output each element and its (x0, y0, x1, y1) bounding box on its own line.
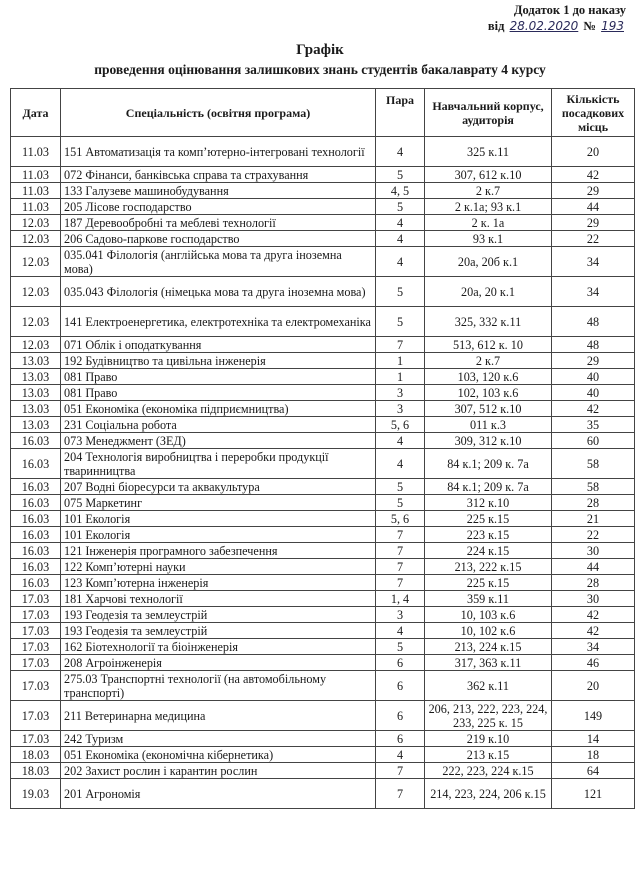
cell-room: 93 к.1 (425, 231, 552, 247)
table-row (11, 575, 635, 591)
cell-pair: 7 (376, 559, 425, 575)
cell-specialty: 121 Інженерія програмного забезпечення (61, 543, 376, 559)
cell-date: 19.03 (11, 779, 61, 809)
cell-pair: 5 (376, 277, 425, 307)
cell-pair: 5 (376, 479, 425, 495)
cell-specialty: 141 Електроенергетика, електротехніка та електромеханіка (61, 307, 376, 337)
number-label: № (583, 19, 596, 33)
cell-room: 20а, 20 к.1 (425, 277, 552, 307)
cell-date: 17.03 (11, 591, 61, 607)
cell-pair: 1, 4 (376, 591, 425, 607)
table-row (11, 639, 635, 655)
cell-room: 317, 363 к.11 (425, 655, 552, 671)
cell-specialty: 073 Менеджмент (ЗЕД) (61, 433, 376, 449)
table-row (11, 353, 635, 369)
header-room: Навчальний корпус, аудиторія (425, 89, 552, 137)
cell-specialty: 035.043 Філологія (німецька мова та друга іноземна мова) (61, 277, 376, 307)
cell-specialty: 207 Водні біоресурси та аквакультура (61, 479, 376, 495)
cell-room: 213, 224 к.15 (425, 639, 552, 655)
cell-seats: 18 (552, 747, 635, 763)
cell-seats: 40 (552, 385, 635, 401)
cell-seats: 42 (552, 167, 635, 183)
cell-seats: 29 (552, 183, 635, 199)
cell-room: 309, 312 к.10 (425, 433, 552, 449)
cell-room: 223 к.15 (425, 527, 552, 543)
table-row (11, 671, 635, 701)
cell-date: 17.03 (11, 731, 61, 747)
table-row (11, 779, 635, 809)
cell-pair: 7 (376, 779, 425, 809)
cell-date: 12.03 (11, 215, 61, 231)
cell-specialty: 192 Будівництво та цивільна інженерія (61, 353, 376, 369)
cell-pair: 5 (376, 167, 425, 183)
table-row (11, 527, 635, 543)
cell-date: 18.03 (11, 747, 61, 763)
cell-pair: 3 (376, 401, 425, 417)
table-row (11, 479, 635, 495)
cell-date: 11.03 (11, 167, 61, 183)
cell-date: 17.03 (11, 623, 61, 639)
order-number: 193 (601, 19, 624, 33)
order-date: 28.02.2020 (509, 19, 579, 33)
cell-seats: 34 (552, 277, 635, 307)
cell-room: 325, 332 к.11 (425, 307, 552, 337)
header-pair: Пара (376, 89, 425, 137)
cell-specialty: 133 Галузеве машинобудування (61, 183, 376, 199)
cell-seats: 30 (552, 591, 635, 607)
cell-seats: 20 (552, 137, 635, 167)
cell-room: 84 к.1; 209 к. 7а (425, 479, 552, 495)
cell-specialty: 242 Туризм (61, 731, 376, 747)
cell-specialty: 081 Право (61, 385, 376, 401)
cell-room: 307, 512 к.10 (425, 401, 552, 417)
cell-pair: 1 (376, 369, 425, 385)
table-row (11, 763, 635, 779)
cell-pair: 7 (376, 543, 425, 559)
cell-room: 20а, 20б к.1 (425, 247, 552, 277)
cell-seats: 44 (552, 199, 635, 215)
table-row (11, 607, 635, 623)
cell-date: 16.03 (11, 495, 61, 511)
cell-seats: 48 (552, 307, 635, 337)
cell-seats: 20 (552, 671, 635, 701)
cell-specialty: 101 Екологія (61, 511, 376, 527)
cell-room: 222, 223, 224 к.15 (425, 763, 552, 779)
table-row (11, 559, 635, 575)
schedule-table (10, 88, 635, 809)
table-row (11, 277, 635, 307)
cell-seats: 40 (552, 369, 635, 385)
order-reference (386, 18, 626, 34)
cell-pair: 7 (376, 575, 425, 591)
cell-seats: 121 (552, 779, 635, 809)
table-row (11, 231, 635, 247)
cell-pair: 6 (376, 731, 425, 747)
cell-specialty: 204 Технологія виробництва і переробки продукції тваринництва (61, 449, 376, 479)
cell-date: 16.03 (11, 575, 61, 591)
cell-room: 206, 213, 222, 223, 224, 233, 225 к. 15 (425, 701, 552, 731)
cell-room: 84 к.1; 209 к. 7а (425, 449, 552, 479)
cell-pair: 4 (376, 137, 425, 167)
cell-specialty: 202 Захист рослин і карантин рослин (61, 763, 376, 779)
cell-seats: 46 (552, 655, 635, 671)
cell-room: 224 к.15 (425, 543, 552, 559)
cell-seats: 44 (552, 559, 635, 575)
cell-date: 17.03 (11, 671, 61, 701)
cell-date: 11.03 (11, 183, 61, 199)
cell-room: 103, 120 к.6 (425, 369, 552, 385)
table-row (11, 747, 635, 763)
cell-seats: 60 (552, 433, 635, 449)
cell-seats: 14 (552, 731, 635, 747)
header-seats: Кількість посадкових місць (552, 89, 635, 137)
cell-date: 12.03 (11, 277, 61, 307)
cell-date: 17.03 (11, 639, 61, 655)
cell-specialty: 075 Маркетинг (61, 495, 376, 511)
cell-seats: 29 (552, 215, 635, 231)
header-specialty: Спеціальність (освітня програма) (61, 89, 376, 137)
cell-room: 2 к.7 (425, 353, 552, 369)
cell-seats: 149 (552, 701, 635, 731)
table-row (11, 511, 635, 527)
table-row (11, 167, 635, 183)
cell-date: 12.03 (11, 307, 61, 337)
cell-seats: 58 (552, 479, 635, 495)
document-subtitle: проведення оцінювання залишкових знань студентів бакалаврату 4 курсу (94, 62, 546, 77)
cell-specialty: 151 Автоматизація та комп’ютерно-інтегровані технології (61, 137, 376, 167)
cell-pair: 5 (376, 307, 425, 337)
table-row (11, 307, 635, 337)
cell-specialty: 187 Деревообробні та меблеві технології (61, 215, 376, 231)
cell-pair: 7 (376, 763, 425, 779)
cell-pair: 3 (376, 385, 425, 401)
cell-seats: 34 (552, 247, 635, 277)
cell-specialty: 208 Агроінженерія (61, 655, 376, 671)
table-row (11, 183, 635, 199)
cell-pair: 6 (376, 701, 425, 731)
cell-room: 102, 103 к.6 (425, 385, 552, 401)
cell-seats: 42 (552, 401, 635, 417)
cell-pair: 5 (376, 495, 425, 511)
cell-date: 16.03 (11, 527, 61, 543)
cell-pair: 4 (376, 215, 425, 231)
cell-date: 16.03 (11, 479, 61, 495)
document-title: Графік (296, 42, 344, 58)
cell-seats: 28 (552, 495, 635, 511)
from-label: від (487, 19, 505, 33)
cell-date: 17.03 (11, 655, 61, 671)
table-body (11, 137, 635, 809)
cell-date: 12.03 (11, 231, 61, 247)
cell-seats: 29 (552, 353, 635, 369)
cell-specialty: 123 Комп’ютерна інженерія (61, 575, 376, 591)
cell-seats: 58 (552, 449, 635, 479)
table-row (11, 417, 635, 433)
cell-room: 312 к.10 (425, 495, 552, 511)
cell-pair: 4 (376, 247, 425, 277)
cell-room: 225 к.15 (425, 511, 552, 527)
cell-date: 16.03 (11, 559, 61, 575)
cell-pair: 4 (376, 747, 425, 763)
cell-date: 16.03 (11, 433, 61, 449)
cell-date: 13.03 (11, 401, 61, 417)
cell-pair: 5, 6 (376, 511, 425, 527)
cell-pair: 4, 5 (376, 183, 425, 199)
cell-pair: 4 (376, 231, 425, 247)
cell-specialty: 071 Облік і оподаткування (61, 337, 376, 353)
cell-pair: 4 (376, 433, 425, 449)
cell-specialty: 051 Економіка (економічна кібернетика) (61, 747, 376, 763)
table-row (11, 215, 635, 231)
cell-seats: 22 (552, 527, 635, 543)
cell-date: 11.03 (11, 137, 61, 167)
cell-pair: 6 (376, 655, 425, 671)
table-row (11, 623, 635, 639)
cell-specialty: 211 Ветеринарна медицина (61, 701, 376, 731)
cell-specialty: 122 Комп’ютерні науки (61, 559, 376, 575)
cell-room: 2 к.7 (425, 183, 552, 199)
cell-room: 213, 222 к.15 (425, 559, 552, 575)
cell-date: 13.03 (11, 369, 61, 385)
cell-room: 219 к.10 (425, 731, 552, 747)
cell-seats: 34 (552, 639, 635, 655)
cell-seats: 42 (552, 607, 635, 623)
cell-pair: 4 (376, 449, 425, 479)
cell-specialty: 035.041 Філологія (англійська мова та друга іноземна мова) (61, 247, 376, 277)
table-row (11, 591, 635, 607)
table-row (11, 137, 635, 167)
cell-specialty: 193 Геодезія та землеустрій (61, 623, 376, 639)
cell-room: 325 к.11 (425, 137, 552, 167)
table-header-row (11, 89, 635, 137)
cell-pair: 4 (376, 623, 425, 639)
cell-date: 11.03 (11, 199, 61, 215)
annex-line: Додаток 1 до наказу (513, 3, 626, 17)
table-row (11, 655, 635, 671)
table-row (11, 401, 635, 417)
cell-date: 17.03 (11, 701, 61, 731)
cell-seats: 28 (552, 575, 635, 591)
cell-specialty: 101 Екологія (61, 527, 376, 543)
cell-specialty: 201 Агрономія (61, 779, 376, 809)
cell-pair: 5, 6 (376, 417, 425, 433)
cell-seats: 48 (552, 337, 635, 353)
cell-pair: 7 (376, 337, 425, 353)
table-row (11, 543, 635, 559)
cell-room: 2 к. 1а (425, 215, 552, 231)
table-row (11, 199, 635, 215)
cell-date: 17.03 (11, 607, 61, 623)
cell-pair: 5 (376, 199, 425, 215)
cell-room: 213 к.15 (425, 747, 552, 763)
cell-room: 307, 612 к.10 (425, 167, 552, 183)
cell-specialty: 072 Фінанси, банківська справа та страхування (61, 167, 376, 183)
cell-seats: 64 (552, 763, 635, 779)
table-row (11, 385, 635, 401)
cell-pair: 7 (376, 527, 425, 543)
cell-specialty: 231 Соціальна робота (61, 417, 376, 433)
cell-room: 362 к.11 (425, 671, 552, 701)
cell-room: 214, 223, 224, 206 к.15 (425, 779, 552, 809)
cell-room: 513, 612 к. 10 (425, 337, 552, 353)
cell-seats: 35 (552, 417, 635, 433)
annex-header (386, 2, 626, 34)
cell-date: 16.03 (11, 543, 61, 559)
table-row (11, 369, 635, 385)
cell-room: 10, 103 к.6 (425, 607, 552, 623)
cell-date: 16.03 (11, 511, 61, 527)
cell-pair: 3 (376, 607, 425, 623)
table-row (11, 449, 635, 479)
cell-room: 225 к.15 (425, 575, 552, 591)
cell-room: 011 к.3 (425, 417, 552, 433)
cell-specialty: 205 Лісове господарство (61, 199, 376, 215)
table-row (11, 247, 635, 277)
cell-seats: 22 (552, 231, 635, 247)
cell-pair: 5 (376, 639, 425, 655)
cell-room: 359 к.11 (425, 591, 552, 607)
table-row (11, 433, 635, 449)
cell-specialty: 051 Економіка (економіка підприємництва) (61, 401, 376, 417)
cell-specialty: 081 Право (61, 369, 376, 385)
cell-pair: 1 (376, 353, 425, 369)
cell-specialty: 162 Біотехнології та біоінженерія (61, 639, 376, 655)
table-row (11, 731, 635, 747)
cell-specialty: 275.03 Транспортні технології (на автомобільному транспорті) (61, 671, 376, 701)
cell-specialty: 181 Харчові технології (61, 591, 376, 607)
cell-specialty: 193 Геодезія та землеустрій (61, 607, 376, 623)
cell-seats: 21 (552, 511, 635, 527)
cell-date: 13.03 (11, 417, 61, 433)
table-row (11, 495, 635, 511)
cell-room: 2 к.1а; 93 к.1 (425, 199, 552, 215)
cell-room: 10, 102 к.6 (425, 623, 552, 639)
header-date: Дата (11, 89, 61, 137)
cell-pair: 6 (376, 671, 425, 701)
cell-date: 12.03 (11, 337, 61, 353)
cell-date: 12.03 (11, 247, 61, 277)
table-row (11, 701, 635, 731)
cell-date: 18.03 (11, 763, 61, 779)
cell-date: 13.03 (11, 353, 61, 369)
table-row (11, 337, 635, 353)
cell-seats: 30 (552, 543, 635, 559)
cell-seats: 42 (552, 623, 635, 639)
cell-date: 16.03 (11, 449, 61, 479)
cell-specialty: 206 Садово-паркове господарство (61, 231, 376, 247)
cell-date: 13.03 (11, 385, 61, 401)
